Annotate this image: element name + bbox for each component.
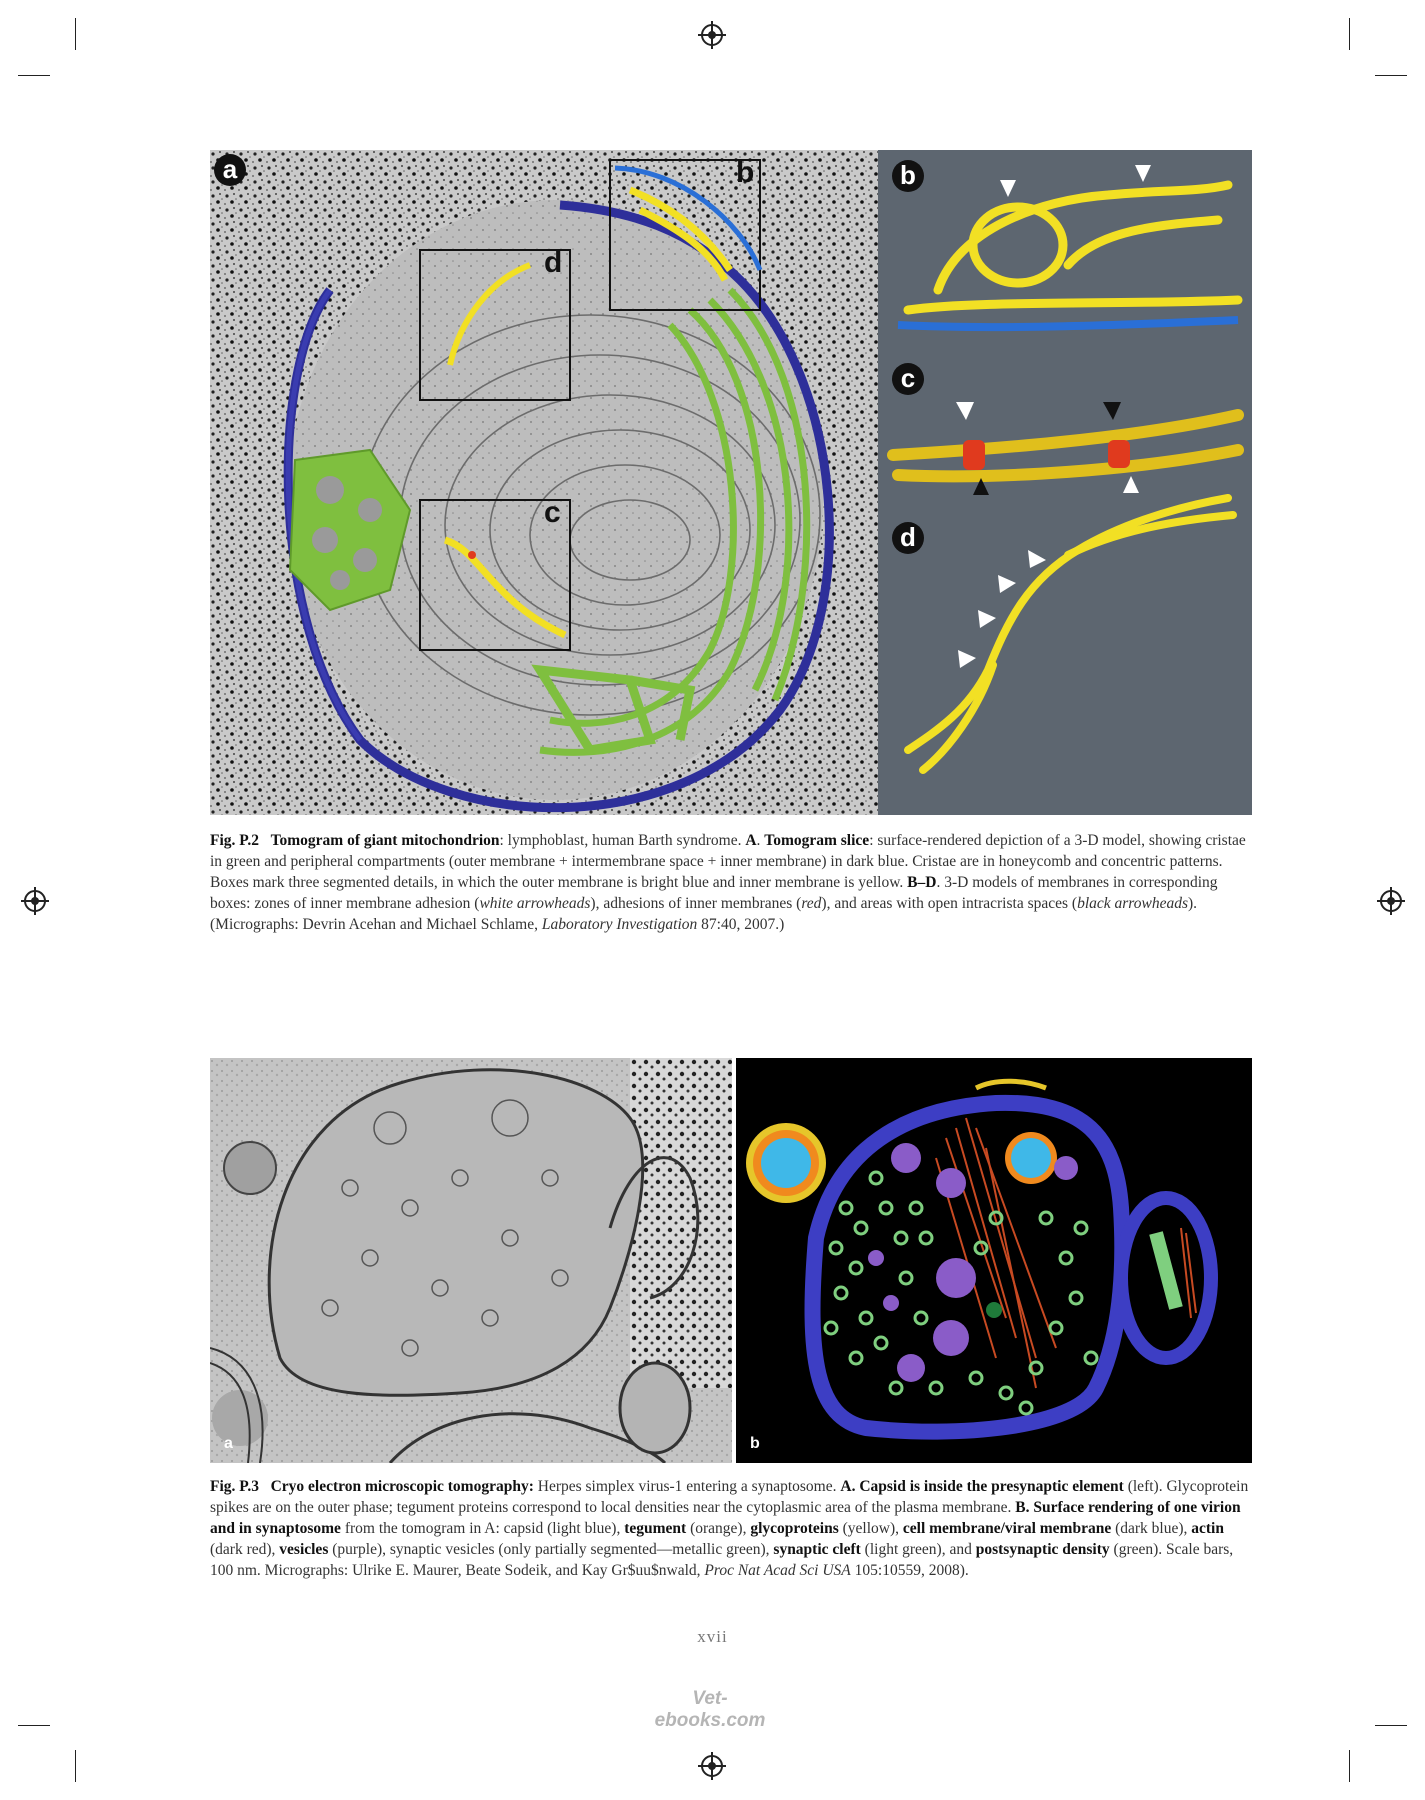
caption-italic: Laboratory Investigation xyxy=(541,916,698,933)
crop-mark xyxy=(75,1750,76,1782)
caption-text: Herpes simplex virus-1 entering a synaptosome. xyxy=(533,1478,841,1495)
caption-bold: tegument xyxy=(624,1520,687,1537)
box-label-b: b xyxy=(736,156,755,189)
caption-text: ), and areas with open intracrista spaces ( xyxy=(821,895,1078,912)
figure-title: Cryo electron microscopic tomography: xyxy=(270,1478,534,1495)
watermark-logo: Vet-ebooks.com xyxy=(654,1688,766,1731)
figure-p3-panel-b-surface-rendering xyxy=(736,1058,1252,1463)
caption-bold: synaptic cleft xyxy=(773,1541,861,1558)
panel-label-a: a xyxy=(214,154,246,186)
crop-mark xyxy=(18,75,50,76)
figure-p3-caption xyxy=(210,1476,1252,1581)
figure-label: Fig. P.3 xyxy=(210,1478,259,1495)
figure-p3-panel-a-cryo-tomogram xyxy=(210,1058,732,1463)
caption-bold: postsynaptic density xyxy=(975,1541,1110,1558)
caption-bold: B. Surface rendering of one virion and in synaptosome xyxy=(210,1499,1241,1537)
caption-text: (light green), and xyxy=(860,1541,976,1558)
panel-label-d: d xyxy=(892,522,924,554)
panel-label-c: c xyxy=(892,363,924,395)
caption-italic: white arrowheads xyxy=(479,895,591,912)
caption-text: (dark blue), xyxy=(1111,1520,1192,1537)
caption-text: ). (Micrographs: Devrin Acehan and Michael Schlame, xyxy=(210,895,1198,933)
caption-italic: Proc Nat Acad Sci USA xyxy=(704,1562,851,1579)
box-label-d: d xyxy=(544,246,563,279)
panel-label-b: b xyxy=(892,160,924,192)
caption-text: : surface-rendered depiction of a 3-D model, showing cristae in green and peripheral compartments (outer membrane + intermembrane space + inner membrane) in dark blue. Cristae are in honeycomb and concentric patterns. Boxes mark three segmented details, in which the outer membrane is bright blue and inner membrane is yellow. xyxy=(210,832,1246,891)
caption-text: from the tomogram in A: capsid (light blue), xyxy=(340,1520,625,1537)
figure-label: Fig. P.2 xyxy=(210,832,259,849)
figure-title: Tomogram of giant mitochondrion xyxy=(270,832,500,849)
caption-text: . 3-D models of membranes in corresponding boxes: zones of inner membrane adhesion ( xyxy=(210,874,1218,912)
figure-p2-caption xyxy=(210,830,1252,935)
caption-text: (dark red), xyxy=(210,1541,280,1558)
caption-bold: A xyxy=(745,832,757,849)
caption-text: 105:10559, 2008). xyxy=(850,1562,969,1579)
registration-mark-icon xyxy=(701,24,723,46)
caption-bold: vesicles xyxy=(279,1541,329,1558)
box-label-c: c xyxy=(544,496,561,529)
caption-italic: red xyxy=(801,895,822,912)
crop-mark xyxy=(1349,1750,1350,1782)
caption-text: (yellow), xyxy=(838,1520,903,1537)
caption-text: ), adhesions of inner membranes ( xyxy=(590,895,802,912)
caption-text: (orange), xyxy=(686,1520,751,1537)
crop-mark xyxy=(1349,18,1350,50)
registration-mark-icon xyxy=(701,1755,723,1777)
registration-mark-icon xyxy=(1380,890,1402,912)
caption-text: : lymphoblast, human Barth syndrome. xyxy=(499,832,746,849)
caption-text: 87:40, 2007.) xyxy=(697,916,785,933)
caption-text: (left). Glycoprotein spikes are on the outer phase; tegument proteins correspond to local densities near the cytoplasmic area of the plasma membrane. xyxy=(210,1478,1249,1516)
caption-italic: black arrowheads xyxy=(1077,895,1189,912)
caption-text: (green). Scale bars, 100 nm. Micrographs: Ulrike E. Maurer, Beate Sodeik, and Kay Gr$uu$nwald, xyxy=(210,1541,1234,1579)
caption-bold: A. Capsid is inside the presynaptic element xyxy=(840,1478,1124,1495)
caption-text: . xyxy=(756,832,765,849)
page-number: xvii xyxy=(697,1627,728,1646)
caption-bold: Tomogram slice xyxy=(764,832,870,849)
figure-p2-3d-renderings xyxy=(878,150,1252,815)
caption-bold: cell membrane/viral membrane xyxy=(902,1520,1112,1537)
figure-p2-tomogram-slice xyxy=(210,150,878,815)
caption-text: (purple), synaptic vesicles (only partially segmented—metallic green), xyxy=(328,1541,774,1558)
crop-mark xyxy=(1375,75,1407,76)
panel-label-b: b xyxy=(750,1435,760,1452)
crop-mark xyxy=(1375,1725,1407,1726)
caption-bold: actin xyxy=(1191,1520,1224,1537)
caption-bold: glycoproteins xyxy=(750,1520,839,1537)
registration-mark-icon xyxy=(24,890,46,912)
caption-bold: B–D xyxy=(907,874,937,891)
crop-mark xyxy=(75,18,76,50)
crop-mark xyxy=(18,1725,50,1726)
panel-label-a: a xyxy=(224,1435,233,1452)
